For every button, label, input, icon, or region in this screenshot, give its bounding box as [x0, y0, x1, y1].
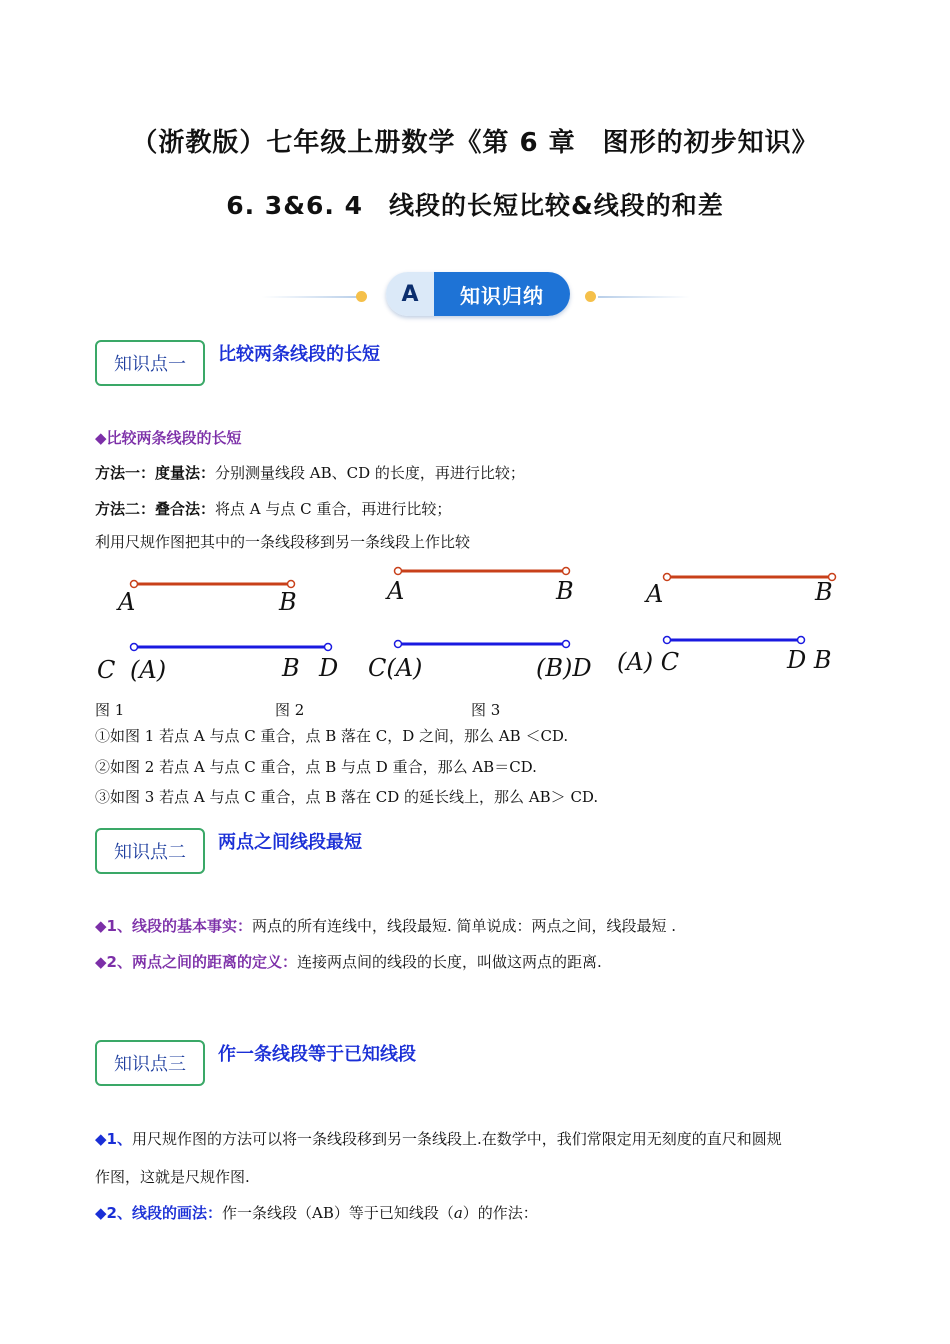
basic-fact-label: ◆1、线段的基本事实： [95, 917, 252, 935]
basic-fact-text: 两点的所有连线中，线段最短. 简单说成：两点之间，线段最短 . [251, 917, 677, 935]
fig2-point-b [563, 568, 570, 575]
fig1-label-a: A [118, 588, 136, 616]
fig1-label-a2: (A) [130, 656, 167, 684]
result-3: ③如图 3 若点 A 与点 C 重合，点 B 落在 CD 的延长线上，那么 AB＞ CD. [95, 788, 599, 806]
fig3-point-a [664, 574, 671, 581]
ruler-compass-intro [95, 1132, 782, 1147]
fig3-label-a: A [646, 580, 664, 608]
fig1-point-d [325, 644, 332, 651]
segment-drawing-method [95, 1206, 538, 1221]
fig3-point-d [798, 637, 805, 644]
distance-definition-text: 连接两点间的线段的长度，叫做这两点的距离. [296, 953, 602, 971]
banner-text: 知识归纳 [434, 272, 570, 316]
method-2-text: 将点 A 与点 C 重合，再进行比较； [215, 500, 452, 518]
fig3-label-b: B [815, 578, 833, 606]
compare-subheading: ◆比较两条线段的长短 [95, 429, 242, 447]
knowledge-point-2-box: 知识点二 [95, 828, 205, 874]
method-1-label: 方法一：度量法： [95, 464, 216, 482]
knowledge-point-1-heading: 比较两条线段的长短 [218, 344, 380, 365]
fig2-label-b: B [556, 577, 574, 605]
result-2: ②如图 2 若点 A 与点 C 重合，点 B 与点 D 重合，那么 AB＝CD. [95, 758, 537, 776]
ruler-compass-text: 用尺规作图的方法可以将一条线段移到另一条线段上.在数学中，我们常限定用无刻度的直尺和圆规 [131, 1130, 782, 1148]
segment-drawing-text-b: ）的作法： [462, 1204, 538, 1222]
fig1-label-d: D [319, 654, 339, 682]
figure-2 [368, 568, 592, 683]
fig1-label-b: B [279, 588, 297, 616]
banner-line-right [598, 296, 690, 298]
fig2-point-c [395, 641, 402, 648]
knowledge-point-2-heading: 两点之间线段最短 [218, 832, 362, 853]
segment-drawing-var: a [453, 1204, 463, 1222]
fig2-label-ca: C(A) [368, 654, 423, 682]
fig3-label-ac: (A) C [617, 648, 680, 676]
fig1-point-a [131, 581, 138, 588]
knowledge-point-3-box: 知识点三 [95, 1040, 205, 1086]
fig2-label-bd: (B)D [536, 654, 592, 682]
knowledge-point-3-heading: 作一条线段等于已知线段 [218, 1044, 416, 1065]
fig3-label-db: D B [787, 646, 832, 674]
figure-2-caption: 图 2 [275, 701, 305, 719]
fig3-point-c [664, 637, 671, 644]
banner-dot-left [356, 291, 367, 302]
method-2-label: 方法二：叠合法： [95, 500, 216, 518]
document-title: （浙教版）七年级上册数学《第 6 章 图形的初步知识》 [131, 128, 819, 158]
banner-letter: A [386, 272, 434, 316]
result-1: ①如图 1 若点 A 与点 C 重合，点 B 落在 C，D 之间，那么 AB ＜CD. [95, 727, 569, 745]
fig2-label-a: A [387, 577, 405, 605]
fig1-point-c [131, 644, 138, 651]
distance-definition [95, 955, 602, 970]
figure-3 [617, 574, 836, 677]
segment-figures [0, 558, 950, 688]
fig1-label-c: C [97, 656, 116, 684]
method-1 [95, 466, 525, 481]
figure-1 [97, 581, 338, 685]
figure-3-caption: 图 3 [471, 701, 501, 719]
section-banner [386, 272, 570, 316]
segment-drawing-label: ◆2、线段的画法： [95, 1204, 222, 1222]
document-subtitle: 6. 3&6. 4 线段的长短比较&线段的和差 [226, 191, 724, 220]
ruler-compass-note: 利用尺规作图把其中的一条线段移到另一条线段上作比较 [95, 533, 471, 551]
fig2-point-d [563, 641, 570, 648]
basic-fact [95, 919, 676, 934]
fig1-point-b [288, 581, 295, 588]
banner-line-left [262, 296, 360, 298]
method-2 [95, 502, 451, 517]
ruler-compass-label: ◆1、 [95, 1130, 132, 1148]
banner-dot-right [585, 291, 596, 302]
method-1-text: 分别测量线段 AB、CD 的长度，再进行比较； [215, 464, 525, 482]
knowledge-point-1-box: 知识点一 [95, 340, 205, 386]
fig2-point-a [395, 568, 402, 575]
fig1-label-b2: B [282, 654, 300, 682]
figure-1-caption: 图 1 [95, 701, 125, 719]
segment-drawing-text-a: 作一条线段（AB）等于已知线段（ [221, 1204, 454, 1222]
distance-definition-label: ◆2、两点之间的距离的定义： [95, 953, 297, 971]
ruler-compass-intro-cont: 作图，这就是尺规作图. [95, 1168, 250, 1186]
